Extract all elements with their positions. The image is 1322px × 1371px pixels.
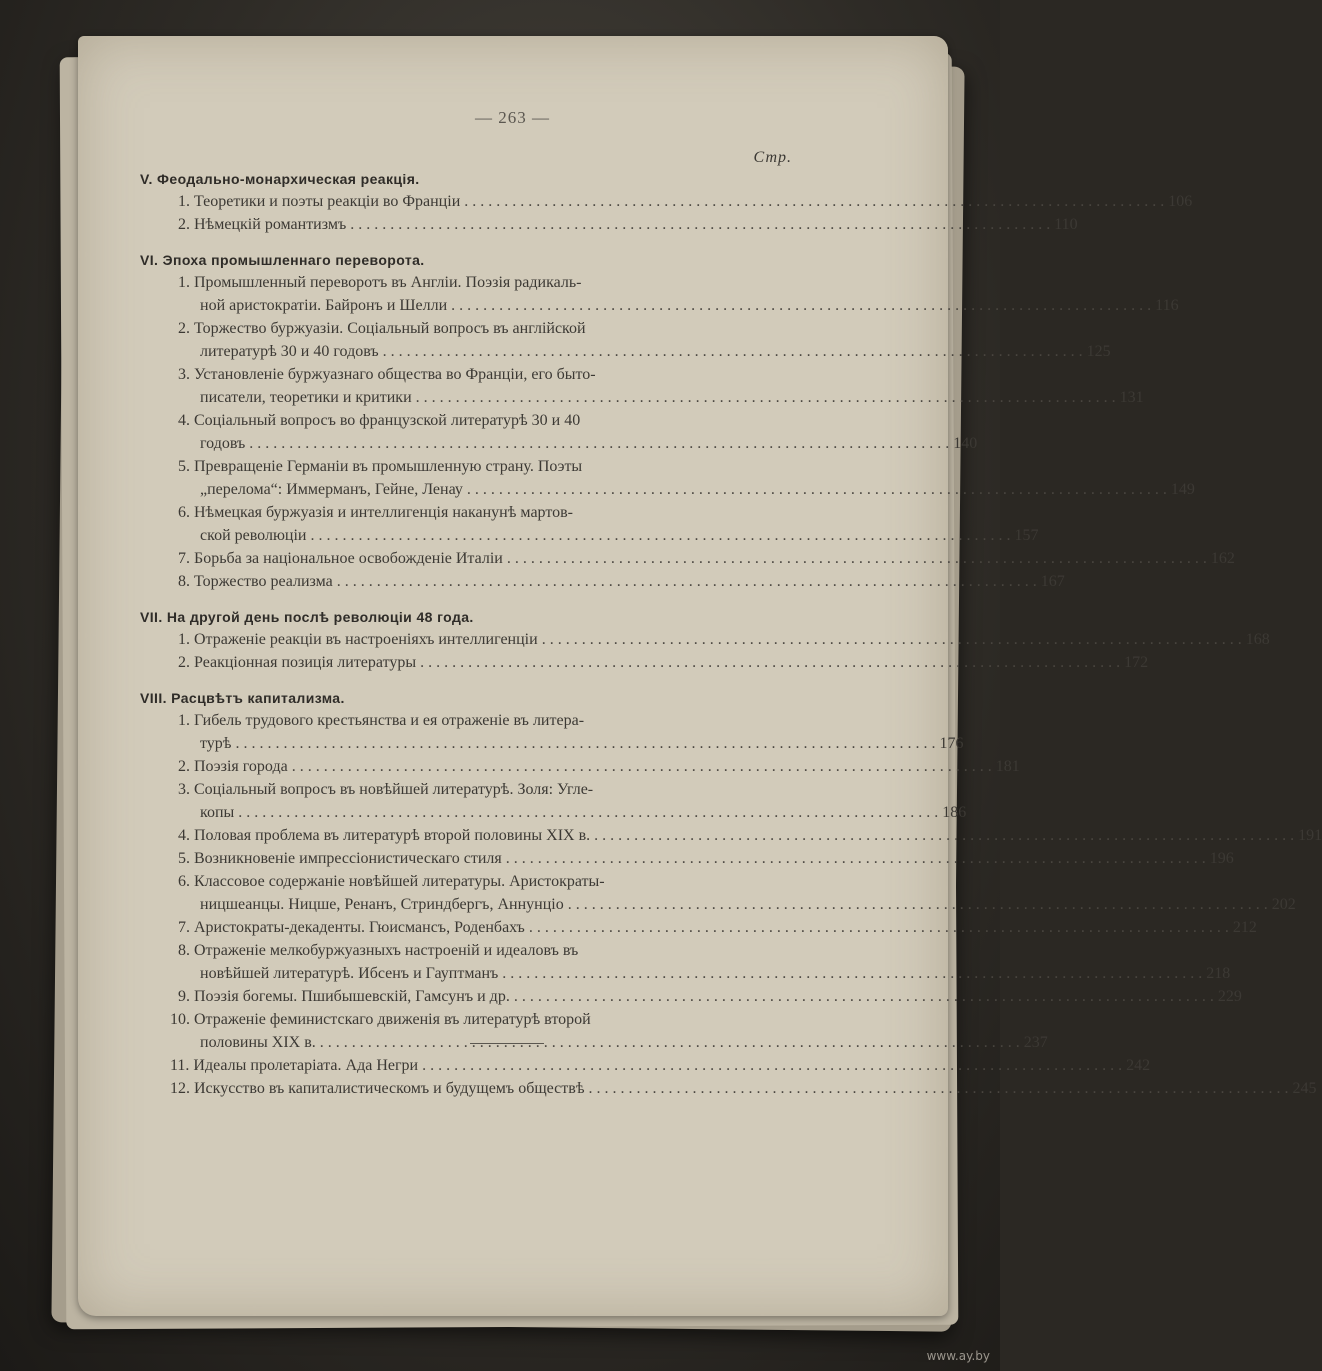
toc-entry-title: 2. Поэзія города [178, 758, 288, 775]
toc-entry-title: 1. Теоретики и поэты реакціи во Франціи [178, 193, 461, 210]
toc-entry-title: 11. Идеалы пролетаріата. Ада Негри [170, 1057, 419, 1074]
toc-entry [200, 963, 1231, 985]
toc-leader-dots [514, 986, 1214, 1008]
toc-entry [200, 525, 1039, 547]
toc-leader-dots [467, 479, 1167, 501]
toc-entry [200, 295, 1179, 317]
toc-entry-title: годовъ [200, 435, 246, 452]
toc-page-number: 196 [1209, 850, 1234, 867]
toc-entry [178, 548, 1235, 570]
toc-entry-title: ской революціи [200, 527, 307, 544]
toc-page-number: 167 [1040, 573, 1065, 590]
toc-leader-dots [337, 571, 1037, 593]
toc-leader-dots [350, 214, 1050, 236]
toc-entry [178, 629, 1270, 651]
toc-entry [200, 894, 1296, 916]
toc-entry-title: 7. Борьба за національное освобожденіе Италіи [178, 550, 503, 567]
toc-entry-line: 1. Гибель трудового крестьянства и ея отраженіе въ литера- [178, 712, 585, 729]
toc-leader-dots [451, 295, 1151, 317]
toc-page-number: 110 [1054, 216, 1078, 233]
toc-entry [170, 1055, 1151, 1077]
toc-page-number: 212 [1232, 919, 1257, 936]
toc-entry [178, 848, 1234, 870]
toc-entry-title: новѣйшей литературѣ. Ибсенъ и Гауптманъ [200, 965, 499, 982]
toc-section-heading: VII. На другой день послѣ революціи 48 года. [140, 609, 474, 625]
toc-entry-title: литературѣ 30 и 40 годовъ [200, 343, 379, 360]
toc-entry-title: писатели, теоретики и критики [200, 389, 412, 406]
toc-entry-title: 5. Возникновеніе импрессіонистическаго стиля [178, 850, 502, 867]
toc-entry [200, 479, 1195, 501]
toc-entry-title: 1. Отраженіе реакціи въ настроеніяхъ интеллигенціи [178, 631, 538, 648]
toc-page-number: 202 [1271, 896, 1296, 913]
toc-page-number: 181 [995, 758, 1020, 775]
toc-entry [200, 387, 1144, 409]
toc-page-number: 149 [1170, 481, 1195, 498]
toc-page-number: 245 [1292, 1080, 1317, 1097]
toc-entry-line: 3. Установленіе буржуазнаго общества во Франціи, его быто- [178, 366, 596, 383]
toc-section-heading: VI. Эпоха промышленнаго переворота. [140, 252, 425, 268]
toc-entry-title: ницшеанцы. Ницше, Ренанъ, Стриндбергъ, Аннунціо [200, 896, 564, 913]
toc-section-heading: V. Феодально-монархическая реакція. [140, 171, 420, 187]
toc-entry-line: 10. Отраженіе феминистскаго движенія въ литературѣ второй [170, 1011, 591, 1028]
toc-leader-dots [416, 387, 1116, 409]
toc-entry-title: 7. Аристократы-декаденты. Гюисмансъ, Роденбахъ [178, 919, 525, 936]
toc-entry [178, 917, 1257, 939]
toc-page-number: 116 [1155, 297, 1179, 314]
toc-page-number: 172 [1124, 654, 1149, 671]
toc-entry [200, 802, 967, 824]
toc-page-number: 229 [1217, 988, 1242, 1005]
page-number: — 263 — [475, 108, 550, 127]
toc-leader-dots [310, 525, 1010, 547]
toc-entry-title: ной аристократіи. Байронъ и Шелли [200, 297, 448, 314]
toc-leader-dots [507, 548, 1207, 570]
toc-leader-dots [320, 1032, 1020, 1054]
toc-page-number: 140 [953, 435, 978, 452]
toc-entry-title: 4. Половая проблема въ литературѣ второй половины XIX в. [178, 827, 591, 844]
toc-entry-line: 8. Отраженіе мелкобуржуазныхъ настроеній и идеаловъ въ [178, 942, 579, 959]
toc-entry-title: „перелома“: Иммерманъ, Гейне, Ленау [200, 481, 463, 498]
toc-leader-dots [502, 963, 1202, 985]
site-watermark: www.ay.by [926, 1349, 990, 1363]
toc-entry-title: 2. Нѣмецкій романтизмъ [178, 216, 347, 233]
toc-entry-line: 3. Соціальный вопросъ въ новѣйшей литературѣ. Золя: Угле- [178, 781, 594, 798]
toc-entry [178, 191, 1193, 213]
toc-leader-dots [542, 629, 1242, 651]
closing-rule [470, 1043, 544, 1044]
toc-leader-dots [238, 802, 938, 824]
toc-page-number: 237 [1023, 1034, 1048, 1051]
toc-leader-dots [529, 917, 1229, 939]
toc-page-number: 106 [1168, 193, 1193, 210]
toc-entry-line: 1. Промышленный переворотъ въ Англіи. Поэзія радикаль- [178, 274, 582, 291]
toc-entry [178, 756, 1020, 778]
toc-leader-dots [422, 1055, 1122, 1077]
toc-page-number: 242 [1126, 1057, 1151, 1074]
toc-leader-dots [589, 1078, 1289, 1100]
page-column-header: Стр. [753, 149, 792, 166]
toc-entry-line: 6. Классовое содержаніе новѣйшей литературы. Аристократы- [178, 873, 605, 890]
toc-entry [200, 433, 978, 455]
toc-leader-dots [420, 652, 1120, 674]
toc-entry-title: копы [200, 804, 235, 821]
toc-page-number: 176 [939, 735, 964, 752]
toc-leader-dots [594, 825, 1294, 847]
toc-page-number: 168 [1245, 631, 1270, 648]
toc-entry-title: 12. Искусство въ капиталистическомъ и будущемъ обществѣ [170, 1080, 585, 1097]
toc-entry-line: 6. Нѣмецкая буржуазія и интеллигенція наканунѣ мартов- [178, 504, 573, 521]
toc-entry [178, 571, 1065, 593]
toc-page-number: 186 [942, 804, 967, 821]
toc-leader-dots [568, 894, 1268, 916]
toc-leader-dots [235, 733, 935, 755]
toc-entry-title: половины XIX в. [200, 1034, 316, 1051]
toc-section-heading: VIII. Расцвѣтъ капитализма. [140, 690, 345, 706]
toc-page-number: 157 [1014, 527, 1039, 544]
toc-entry-title: 8. Торжество реализма [178, 573, 333, 590]
toc-entry-title: 9. Поэзія богемы. Пшибышевскій, Гамсунъ и др. [178, 988, 510, 1005]
toc-entry [178, 825, 1322, 847]
toc-entry [200, 733, 964, 755]
toc-entry [170, 1078, 1317, 1100]
toc-leader-dots [249, 433, 949, 455]
toc-entry-line: 2. Торжество буржуазіи. Соціальный вопросъ въ англійской [178, 320, 586, 337]
toc-entry-line: 5. Превращеніе Германіи въ промышленную страну. Поэты [178, 458, 583, 475]
toc-page-number: 131 [1119, 389, 1144, 406]
toc-page-number: 218 [1206, 965, 1231, 982]
toc-entry [178, 652, 1149, 674]
toc-leader-dots [292, 756, 992, 778]
toc-leader-dots [383, 341, 1083, 363]
toc-entry [178, 214, 1078, 236]
toc-leader-dots [464, 191, 1164, 213]
toc-entry [200, 341, 1111, 363]
toc-entry-line: 4. Соціальный вопросъ во французской литературѣ 30 и 40 [178, 412, 581, 429]
toc-page-number: 191 [1298, 827, 1322, 844]
toc-entry-title: 2. Реакціонная позиція литературы [178, 654, 417, 671]
toc-leader-dots [506, 848, 1206, 870]
toc-page-number: 125 [1086, 343, 1111, 360]
toc-page-number: 162 [1210, 550, 1235, 567]
toc-entry-title: турѣ [200, 735, 232, 752]
toc-entry [178, 986, 1242, 1008]
